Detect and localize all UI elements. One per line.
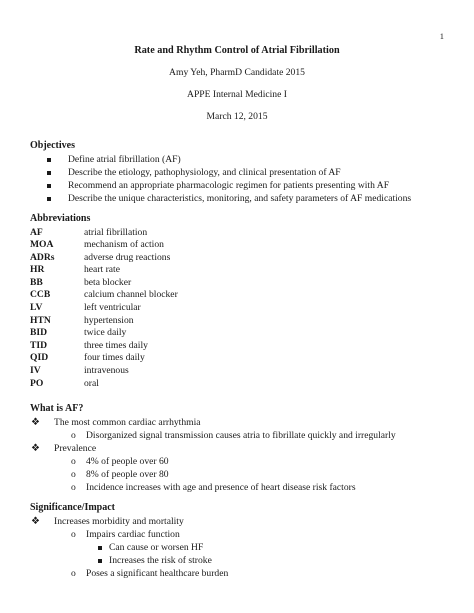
abbr-term: HR [30, 264, 45, 276]
abbreviations-heading: Abbreviations [30, 213, 91, 224]
document-header [0, 45, 474, 133]
list-item-text: The most common cardiac arrhythmia [54, 416, 201, 428]
list-item-text: Increases morbidity and mortality [54, 515, 184, 527]
abbreviation-row [30, 252, 178, 265]
circle-bullet-icon: o [71, 455, 76, 467]
square-bullet-icon [98, 546, 102, 550]
list-item [30, 482, 396, 495]
list-item [30, 430, 396, 443]
list-item [30, 529, 228, 542]
list-item [30, 542, 228, 555]
circle-bullet-icon: o [71, 528, 76, 540]
diamond-bullet-icon: ❖ [31, 515, 40, 527]
list-item-text: 8% of people over 80 [86, 468, 169, 480]
abbr-term: IV [30, 365, 41, 377]
circle-bullet-icon: o [71, 481, 76, 493]
list-item: Describe the unique characteristics, monitoring, and safety parameters of AF medications [30, 193, 411, 206]
abbr-term: LV [30, 302, 43, 314]
what-is-af-outline [30, 417, 396, 495]
abbreviation-row [30, 302, 178, 315]
abbr-meaning: four times daily [84, 352, 145, 364]
abbr-meaning: calcium channel blocker [84, 289, 178, 301]
abbr-meaning: hypertension [84, 314, 134, 326]
circle-bullet-icon: o [71, 567, 76, 579]
list-item: Describe the etiology, pathophysiology, and clinical presentation of AF [30, 167, 411, 180]
significance-section [30, 502, 228, 581]
list-item [30, 443, 396, 456]
abbr-meaning: adverse drug reactions [84, 251, 171, 263]
date-line: March 12, 2015 [206, 111, 268, 122]
abbr-meaning: beta blocker [84, 276, 132, 288]
objectives-list [30, 154, 411, 206]
list-item-text: Incidence increases with age and presence of heart disease risk factors [86, 481, 356, 493]
list-item-text: Poses a significant healthcare burden [86, 567, 229, 579]
abbreviation-row [30, 277, 178, 290]
abbreviation-row [30, 327, 178, 340]
abbreviation-row [30, 365, 178, 378]
abbreviation-row [30, 264, 178, 277]
abbreviation-row [30, 378, 178, 391]
list-item-text: 4% of people over 60 [86, 455, 169, 467]
list-item [30, 568, 228, 581]
what-is-af-heading: What is AF? [30, 403, 84, 414]
abbr-term: ADRs [30, 251, 55, 263]
abbreviation-row [30, 340, 178, 353]
abbr-term: BID [30, 327, 48, 339]
list-item: Recommend an appropriate pharmacologic regimen for patients presenting with AF [30, 180, 411, 193]
list-item [30, 456, 396, 469]
list-item [30, 516, 228, 529]
abbr-term: AF [30, 226, 43, 238]
abbr-term: QID [30, 352, 49, 364]
abbreviation-row [30, 227, 178, 240]
page-number: 1 [439, 31, 444, 41]
abbreviation-row [30, 239, 178, 252]
abbr-term: PO [30, 377, 44, 389]
abbreviations-section [30, 213, 178, 390]
abbreviation-row [30, 289, 178, 302]
abbr-meaning: heart rate [84, 264, 120, 276]
diamond-bullet-icon: ❖ [31, 442, 40, 454]
circle-bullet-icon: o [71, 429, 76, 441]
abbr-meaning: intravenous [84, 365, 129, 377]
document-title: Rate and Rhythm Control of Atrial Fibrillation [134, 45, 340, 56]
diamond-bullet-icon: ❖ [31, 416, 40, 428]
circle-bullet-icon: o [71, 468, 76, 480]
list-item [30, 417, 396, 430]
objectives-section [30, 140, 411, 206]
abbr-term: CCB [30, 289, 51, 301]
objectives-heading: Objectives [30, 140, 75, 151]
list-item-text: Prevalence [54, 442, 97, 454]
abbr-meaning: three times daily [84, 339, 148, 351]
abbr-meaning: left ventricular [84, 302, 141, 314]
abbreviation-row [30, 315, 178, 328]
list-item [30, 555, 228, 568]
abbr-term: TID [30, 339, 48, 351]
abbr-meaning: mechanism of action [84, 239, 164, 251]
list-item-text: Can cause or worsen HF [109, 541, 204, 553]
abbr-term: HTN [30, 314, 51, 326]
list-item [30, 469, 396, 482]
list-item-text: Increases the risk of stroke [109, 554, 212, 566]
abbr-term: MOA [30, 239, 54, 251]
course-line: APPE Internal Medicine I [187, 89, 287, 100]
significance-outline [30, 516, 228, 581]
abbreviation-row [30, 352, 178, 365]
abbr-meaning: twice daily [84, 327, 127, 339]
square-bullet-icon [98, 559, 102, 563]
list-item-text: Impairs cardiac function [86, 528, 180, 540]
what-is-af-section [30, 403, 396, 495]
abbr-meaning: oral [84, 377, 99, 389]
list-item: Define atrial fibrillation (AF) [30, 154, 411, 167]
significance-heading: Significance/Impact [30, 502, 115, 513]
list-item-text: Disorganized signal transmission causes atria to fibrillate quickly and irregularly [86, 429, 396, 441]
abbr-meaning: atrial fibrillation [84, 226, 148, 238]
abbr-term: BB [30, 276, 43, 288]
author-line: Amy Yeh, PharmD Candidate 2015 [169, 67, 305, 78]
